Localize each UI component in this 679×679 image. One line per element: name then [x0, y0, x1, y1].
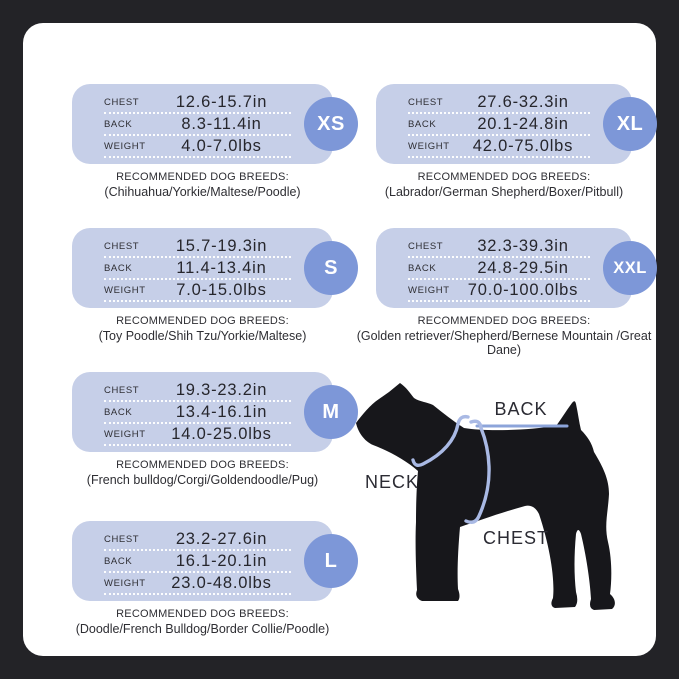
- weight-label: WEIGHT: [104, 141, 146, 152]
- weight-row: [104, 573, 291, 595]
- size-block-m: [72, 372, 340, 487]
- weight-row: [104, 280, 291, 302]
- back-row: [104, 551, 291, 573]
- back-value: 20.1-24.8in: [477, 115, 569, 133]
- size-badge-m: M: [304, 385, 358, 439]
- chest-label: CHEST: [408, 241, 444, 252]
- size-card-m: [72, 372, 333, 452]
- recommended-title: RECOMMENDED DOG BREEDS:: [116, 315, 289, 327]
- size-block-xxl: [356, 228, 652, 357]
- size-card-xxl: [376, 228, 632, 308]
- recommended-breeds-m: [72, 459, 333, 487]
- size-card-l: [72, 521, 333, 601]
- recommended-breeds-xl: [376, 171, 632, 199]
- weight-label: WEIGHT: [104, 285, 146, 296]
- back-row: [104, 114, 291, 136]
- weight-label: WEIGHT: [104, 429, 146, 440]
- breeds-list: (Chihuahua/Yorkie/Maltese/Poodle): [104, 185, 301, 199]
- chest-value: 27.6-32.3in: [477, 93, 569, 111]
- back-label: BACK: [104, 556, 133, 567]
- chest-row: [104, 380, 291, 402]
- weight-value: 4.0-7.0lbs: [181, 137, 262, 155]
- size-card-xl: [376, 84, 632, 164]
- chest-label: CHEST: [408, 97, 444, 108]
- chest-row: [104, 92, 291, 114]
- recommended-title: RECOMMENDED DOG BREEDS:: [116, 459, 289, 471]
- weight-label: WEIGHT: [408, 285, 450, 296]
- back-value: 16.1-20.1in: [175, 552, 268, 570]
- chest-label: CHEST: [104, 534, 140, 545]
- chest-value: 19.3-23.2in: [175, 381, 268, 399]
- back-value: 13.4-16.1in: [175, 403, 268, 421]
- weight-row: [408, 136, 590, 158]
- size-badge-s: S: [304, 241, 358, 295]
- recommended-breeds-xxl: [349, 315, 659, 357]
- breeds-list: (Doodle/French Bulldog/Border Collie/Poodle): [75, 622, 330, 636]
- diagram-chest-label: CHEST: [482, 528, 549, 548]
- chest-label: CHEST: [104, 97, 140, 108]
- size-card-s: [72, 228, 333, 308]
- diagram-neck-label: NECK: [364, 472, 419, 492]
- chest-value: 12.6-15.7in: [175, 93, 268, 111]
- size-badge-l: L: [304, 534, 358, 588]
- weight-value: 42.0-75.0lbs: [472, 137, 574, 155]
- chest-value: 15.7-19.3in: [175, 237, 268, 255]
- back-row: [408, 114, 590, 136]
- chest-row: [408, 236, 590, 258]
- recommended-breeds-s: [72, 315, 333, 343]
- weight-value: 7.0-15.0lbs: [176, 281, 267, 299]
- size-card-xs: [72, 84, 333, 164]
- chest-row: [408, 92, 590, 114]
- weight-value: 23.0-48.0lbs: [171, 574, 272, 592]
- size-badge-xxl: XXL: [603, 241, 657, 295]
- breeds-list: (Golden retriever/Shepherd/Bernese Mountain /Great Dane): [356, 329, 652, 357]
- back-value: 24.8-29.5in: [477, 259, 569, 277]
- back-label: BACK: [104, 119, 133, 130]
- size-block-s: [72, 228, 338, 343]
- chest-label: CHEST: [104, 241, 140, 252]
- back-label: BACK: [408, 119, 437, 130]
- chest-row: [104, 236, 291, 258]
- breeds-list: (Labrador/German Shepherd/Boxer/Pitbull): [384, 185, 624, 199]
- back-value: 11.4-13.4in: [176, 259, 267, 277]
- size-block-xl: [376, 84, 644, 199]
- back-value: 8.3-11.4in: [181, 115, 262, 133]
- weight-row: [104, 136, 291, 158]
- back-row: [408, 258, 590, 280]
- weight-value: 14.0-25.0lbs: [171, 425, 272, 443]
- back-label: BACK: [408, 263, 437, 274]
- chest-row: [104, 529, 291, 551]
- back-label: BACK: [104, 263, 133, 274]
- size-block-xs: [72, 84, 345, 199]
- weight-row: [104, 424, 291, 446]
- recommended-title: RECOMMENDED DOG BREEDS:: [116, 608, 289, 620]
- back-label: BACK: [104, 407, 133, 418]
- weight-value: 70.0-100.0lbs: [467, 281, 579, 299]
- size-block-l: [72, 521, 338, 636]
- weight-row: [408, 280, 590, 302]
- weight-label: WEIGHT: [408, 141, 450, 152]
- recommended-title: RECOMMENDED DOG BREEDS:: [116, 171, 289, 183]
- back-row: [104, 258, 291, 280]
- back-row: [104, 402, 291, 424]
- recommended-title: RECOMMENDED DOG BREEDS:: [417, 315, 591, 327]
- size-badge-xl: XL: [603, 97, 657, 151]
- size-badge-xs: XS: [304, 97, 358, 151]
- recommended-title: RECOMMENDED DOG BREEDS:: [417, 171, 591, 183]
- recommended-breeds-l: [72, 608, 333, 636]
- chest-value: 23.2-27.6in: [175, 530, 268, 548]
- weight-label: WEIGHT: [104, 578, 146, 589]
- diagram-back-label: BACK: [494, 399, 548, 419]
- chest-value: 32.3-39.3in: [477, 237, 569, 255]
- chest-label: CHEST: [104, 385, 140, 396]
- recommended-breeds-xs: [72, 171, 333, 199]
- breeds-list: (French bulldog/Corgi/Goldendoodle/Pug): [86, 473, 319, 487]
- breeds-list: (Toy Poodle/Shih Tzu/Yorkie/Maltese): [98, 329, 307, 343]
